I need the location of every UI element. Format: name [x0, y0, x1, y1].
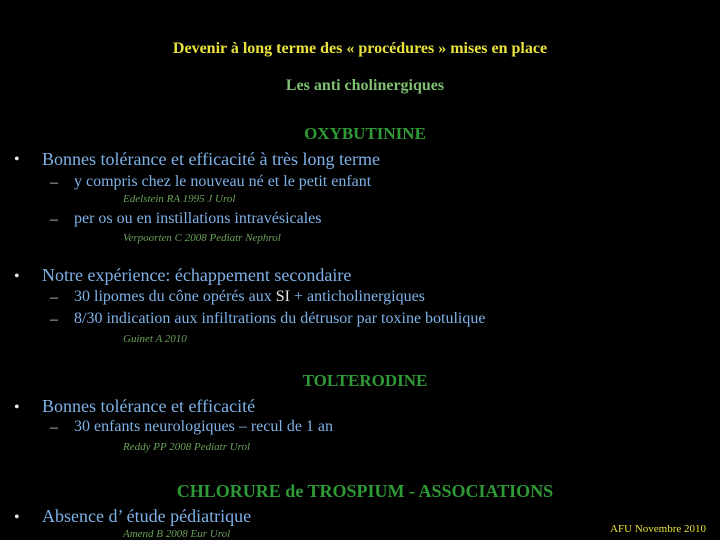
slide-subtitle: Les anti cholinergiques — [285, 77, 445, 94]
section-heading-trospium: CHLORURE de TROSPIUM - ASSOCIATIONS — [176, 481, 554, 501]
point-text: Bonnes tolérance et efficacité à très long terme — [42, 149, 381, 169]
subpoint-highlight: SI — [275, 288, 290, 305]
point-text: Absence d’ étude pédiatrique — [42, 506, 252, 526]
subpoint-text — [74, 288, 425, 306]
subpoint-text: y compris chez le nouveau né et le petit enfant — [74, 173, 372, 190]
subpoint-text: 8/30 indication aux infiltrations du détrusor par toxine botulique — [74, 310, 486, 327]
point-text: Bonnes tolérance et efficacité — [42, 396, 256, 416]
section-heading-oxybutinine: OXYBUTININE — [304, 124, 426, 143]
reference-citation: Amend B 2008 Eur Urol — [123, 528, 231, 540]
dash-glyph: – — [50, 174, 58, 191]
dash-glyph: – — [50, 289, 58, 306]
subpoint-text-part: + anticholinergiques — [289, 288, 425, 305]
subpoint-text-part: 30 lipomes du cône opérés aux — [74, 288, 276, 305]
slide-title: Devenir à long terme des « procédures » mises en place — [172, 40, 548, 57]
dash-glyph: – — [50, 419, 58, 436]
section-heading-tolterodine: TOLTERODINE — [302, 371, 428, 390]
bullet-glyph: • — [14, 268, 20, 285]
bullet-glyph: • — [14, 151, 20, 168]
dash-glyph: – — [50, 311, 58, 328]
subpoint-text: 30 enfants neurologiques – recul de 1 an — [74, 418, 334, 435]
footer-label: AFU Novembre 2010 — [610, 523, 706, 535]
reference-citation: Verpoorten C 2008 Pediatr Nephrol — [123, 232, 281, 244]
reference-citation: Guinet A 2010 — [123, 333, 187, 345]
bullet-glyph: • — [14, 399, 20, 416]
subpoint-text: per os ou en instillations intravésicales — [74, 210, 322, 227]
dash-glyph: – — [50, 211, 58, 228]
reference-citation: Edelstein RA 1995 J Urol — [123, 193, 236, 205]
point-text: Notre expérience: échappement secondaire — [42, 265, 352, 285]
bullet-glyph: • — [14, 509, 20, 526]
reference-citation: Reddy PP 2008 Pediatr Urol — [123, 441, 251, 453]
